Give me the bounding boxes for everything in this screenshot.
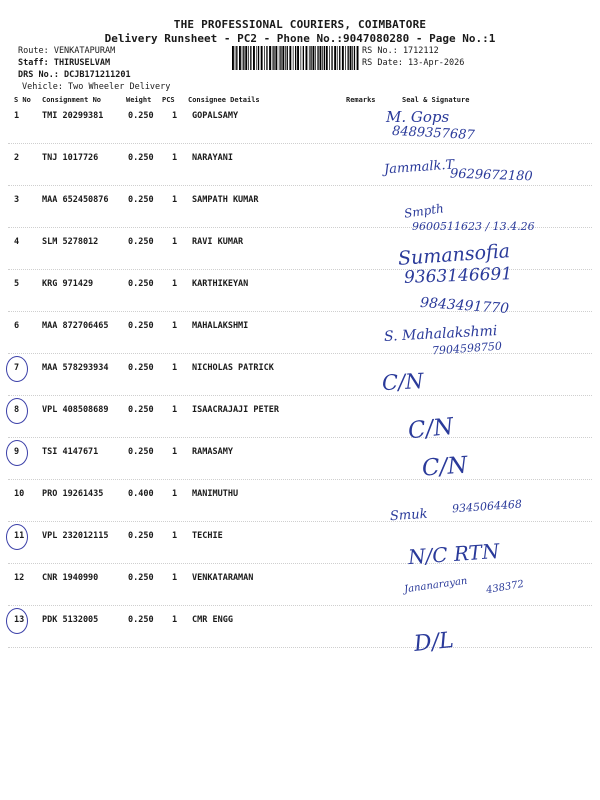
barcode-bar (242, 46, 243, 70)
barcode-bar (315, 46, 316, 70)
cell-sno: 13 (14, 615, 25, 625)
barcode-bar (266, 46, 267, 70)
barcode-bar (239, 46, 241, 70)
cell-consignment: TMI 20299381 (42, 111, 104, 121)
col-header-remarks: Remarks (346, 96, 376, 104)
col-header-sno: S No (14, 96, 31, 104)
table-row (0, 615, 600, 657)
staff-label: Staff: THIRUSELVAM (18, 58, 111, 68)
col-header-weight: Weight (126, 96, 152, 104)
signature-row-6: S. Mahalakshmi (383, 323, 498, 345)
signature-row-2: Jammalk.T (383, 157, 455, 178)
cell-consignment: MAA 652450876 (42, 195, 109, 205)
barcode-bar (280, 46, 281, 70)
barcode-bar (289, 46, 291, 70)
barcode-bar (295, 46, 296, 70)
row-separator (8, 353, 592, 354)
cell-consignment: MAA 872706465 (42, 321, 109, 331)
cell-consignment: VPL 232012115 (42, 531, 109, 541)
cell-weight: 0.250 (128, 195, 154, 205)
phone-row-12: 438372 (485, 578, 525, 597)
cell-pcs: 1 (172, 531, 178, 541)
signature-row-10: Smuk (389, 506, 428, 525)
barcode-bar (313, 46, 315, 70)
barcode-bar (243, 46, 244, 70)
phone-row-5: 9843491770 (419, 294, 510, 318)
table-row (0, 573, 600, 615)
cell-consignment: KRG 971429 (42, 279, 94, 289)
barcode-bar (258, 46, 259, 70)
cell-consignee: ISAACRAJAJI PETER (192, 405, 279, 415)
phone-row-10: 9345064468 (451, 497, 523, 516)
cell-consignment: CNR 1940990 (42, 573, 99, 583)
cell-pcs: 1 (172, 573, 178, 583)
row-separator (8, 479, 592, 480)
cell-pcs: 1 (172, 195, 178, 205)
table-row (0, 531, 600, 573)
cell-sno: 8 (14, 405, 20, 415)
barcode-bar (261, 46, 263, 70)
cell-pcs: 1 (172, 279, 178, 289)
cell-pcs: 1 (172, 153, 178, 163)
cell-consignee: GOPALSAMY (192, 111, 239, 121)
barcode-bar (245, 46, 247, 70)
cell-pcs: 1 (172, 405, 178, 415)
vehicle-label: Vehicle: Two Wheeler Delivery (22, 82, 171, 92)
cell-consignee: VENKATARAMAN (192, 573, 254, 583)
cell-pcs: 1 (172, 237, 178, 247)
cell-weight: 0.400 (128, 489, 154, 499)
cell-consignment: MAA 578293934 (42, 363, 109, 373)
cell-consignee: TECHIE (192, 531, 223, 541)
barcode-bar (329, 46, 330, 70)
cell-sno: 6 (14, 321, 20, 331)
phone-row-1: 8489357687 (391, 123, 476, 144)
barcode-bar (301, 46, 302, 70)
barcode-bar (322, 46, 323, 70)
barcode-bar (236, 46, 237, 70)
cell-sno: 4 (14, 237, 20, 247)
barcode-bar (269, 46, 271, 70)
cell-sno: 1 (14, 111, 20, 121)
signature-row-4: Sumansofia (397, 240, 511, 270)
barcode-bar (248, 46, 249, 70)
signature-row-3: Smpth (403, 201, 445, 221)
barcode-bar (279, 46, 280, 70)
cell-weight: 0.250 (128, 111, 154, 121)
cell-consignment: TNJ 1017726 (42, 153, 99, 163)
cell-pcs: 1 (172, 321, 178, 331)
cell-weight: 0.250 (128, 573, 154, 583)
cell-sno: 10 (14, 489, 25, 499)
note-row-13: D/L (412, 627, 455, 658)
col-header-consignment: Consignment No (42, 96, 102, 104)
cell-consignee: RAVI KUMAR (192, 237, 244, 247)
note-row-11: N/C RTN (407, 538, 501, 570)
cell-weight: 0.250 (128, 531, 154, 541)
row-separator (8, 563, 592, 564)
barcode-bar (293, 46, 294, 70)
cell-sno: 5 (14, 279, 20, 289)
barcode-bar (334, 46, 336, 70)
row-separator (8, 185, 592, 186)
barcode-bar (275, 46, 277, 70)
phone-row-4: 9363146691 (403, 264, 513, 288)
cell-consignee: RAMASAMY (192, 447, 233, 457)
barcode-bar (350, 46, 352, 70)
phone-row-3: 9600511623 / 13.4.26 (412, 220, 535, 233)
cell-consignee: MAHALAKSHMI (192, 321, 249, 331)
cell-weight: 0.250 (128, 405, 154, 415)
rs-number: RS No.: 1712112 (362, 46, 439, 56)
note-row-8: C/N (406, 413, 455, 445)
cell-consignee: SAMPATH KUMAR (192, 195, 259, 205)
cell-pcs: 1 (172, 489, 178, 499)
table-row (0, 363, 600, 405)
circle-mark-row-7 (6, 356, 28, 382)
barcode-bar (331, 46, 332, 70)
barcode-bar (357, 46, 359, 70)
barcode-bar (256, 46, 257, 70)
signature-row-12: Jananarayan (403, 575, 469, 596)
barcode-bar (342, 46, 344, 70)
barcode-bar (253, 46, 255, 70)
col-header-consignee: Consignee Details (188, 96, 260, 104)
cell-consignee: NICHOLAS PATRICK (192, 363, 274, 373)
barcode-bar (320, 46, 322, 70)
circle-mark-row-11 (6, 524, 28, 550)
barcode-bar (235, 46, 236, 70)
col-header-seal: Seal & Signature (402, 96, 470, 104)
cell-consignment: SLM 5278012 (42, 237, 99, 247)
route-label: Route: VENKATAPURAM (18, 46, 116, 56)
table-row (0, 321, 600, 363)
cell-weight: 0.250 (128, 237, 154, 247)
rs-date: RS Date: 13-Apr-2026 (362, 58, 465, 68)
cell-sno: 9 (14, 447, 20, 457)
cell-weight: 0.250 (128, 153, 154, 163)
table-row (0, 279, 600, 321)
cell-consignment: PDK 5132005 (42, 615, 99, 625)
drs-label: DRS No.: DCJB171211201 (18, 70, 131, 80)
phone-row-6: 7904598750 (431, 339, 503, 358)
row-separator (8, 395, 592, 396)
cell-weight: 0.250 (128, 363, 154, 373)
row-separator (8, 647, 592, 648)
cell-consignment: VPL 408508689 (42, 405, 109, 415)
cell-pcs: 1 (172, 111, 178, 121)
col-header-pcs: PCS (162, 96, 175, 104)
note-row-9: C/N (421, 452, 469, 482)
barcode-bar (345, 46, 346, 70)
cell-weight: 0.250 (128, 279, 154, 289)
barcode-bar (264, 46, 265, 70)
barcode-bar (317, 46, 318, 70)
barcode-bar (310, 46, 311, 70)
row-separator (8, 143, 592, 144)
row-separator (8, 521, 592, 522)
cell-sno: 12 (14, 573, 25, 583)
table-row (0, 405, 600, 447)
cell-sno: 7 (14, 363, 20, 373)
barcode-bar (326, 46, 328, 70)
barcode-bar (287, 46, 288, 70)
cell-pcs: 1 (172, 615, 178, 625)
barcode-bar (282, 46, 284, 70)
cell-sno: 3 (14, 195, 20, 205)
cell-consignment: TSI 4147671 (42, 447, 99, 457)
barcode-bar (285, 46, 286, 70)
barcode-bar (309, 46, 310, 70)
barcode-bar (348, 46, 349, 70)
row-separator (8, 437, 592, 438)
cell-sno: 2 (14, 153, 20, 163)
circle-mark-row-8 (6, 398, 28, 424)
barcode-bar (352, 46, 353, 70)
barcode-bar (297, 46, 299, 70)
cell-weight: 0.250 (128, 447, 154, 457)
cell-pcs: 1 (172, 447, 178, 457)
cell-consignee: KARTHIKEYAN (192, 279, 249, 289)
barcode-bar (303, 46, 304, 70)
barcode-bar (354, 46, 355, 70)
cell-sno: 11 (14, 531, 25, 541)
note-row-7: C/N (381, 368, 425, 396)
document-subtitle: Delivery Runsheet - PC2 - Phone No.:9047080280 - Page No.:1 (104, 32, 496, 45)
barcode-bar (324, 46, 325, 70)
barcode-bar (273, 46, 274, 70)
barcode-bar (306, 46, 308, 70)
barcode-bar (272, 46, 273, 70)
document-title: THE PROFESSIONAL COURIERS, COIMBATORE (173, 18, 427, 31)
circle-mark-row-9 (6, 440, 28, 466)
table-row (0, 447, 600, 489)
cell-pcs: 1 (172, 363, 178, 373)
cell-weight: 0.250 (128, 615, 154, 625)
table-row (0, 111, 600, 153)
circle-mark-row-13 (6, 608, 28, 634)
cell-consignee: CMR ENGG (192, 615, 233, 625)
barcode-bar (250, 46, 251, 70)
phone-row-2: 9629672180 (449, 166, 533, 185)
barcode-bar (339, 46, 340, 70)
cell-weight: 0.250 (128, 321, 154, 331)
barcode-bar (232, 46, 234, 70)
barcode-bar (337, 46, 338, 70)
barcode (232, 46, 360, 70)
cell-consignee: NARAYANI (192, 153, 233, 163)
signature-row-1: M. Gops (386, 108, 450, 126)
row-separator (8, 605, 592, 606)
cell-consignee: MANIMUTHU (192, 489, 239, 499)
cell-consignment: PRO 19261435 (42, 489, 104, 499)
